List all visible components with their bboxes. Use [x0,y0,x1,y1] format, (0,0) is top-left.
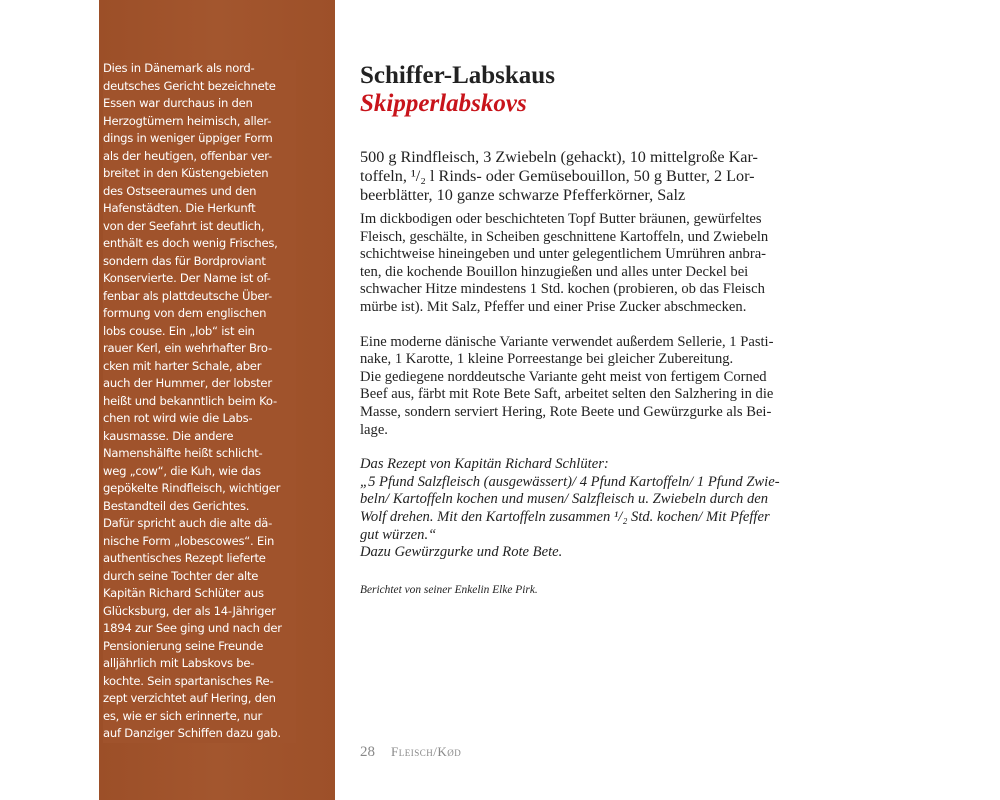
sidebar-text-line: kausmasse. Die andere [103,428,234,443]
variants-line: Die gediegene norddeutsche Variante geht meist von fertigem Corned [360,368,767,385]
sidebar-text-line: Bestandteil des Gerichtes. [103,498,250,513]
sidebar-text-line: heißt und bekanntlich beim Ko- [103,393,277,408]
sidebar-text-line: durch seine Tochter der alte [103,568,259,583]
variants-line: nake, 1 Karotte, 1 kleine Porreestange bei gleicher Zubereitung. [360,351,734,368]
ingredients-line: beerblätter, 10 ganze schwarze Pfefferkörner, Salz [360,186,686,204]
sidebar-text-line: Essen war durchaus in den [103,96,253,110]
sidebar-text-line: nische Form „lobescowes“. Ein [103,533,275,548]
page-footer [360,743,461,761]
sidebar-text-line: formung von dem englischen [103,306,267,320]
method-line: mürbe ist). Mit Salz, Pfeffer und einer Prise Zucker abschmecken. [360,298,747,315]
quote-line: „5 Pfund Salzfleisch (ausgewässert)/ 4 Pfund Kartoffeln/ 1 Pfund Zwie- [360,473,780,490]
sidebar-text-line: fenbar als plattdeutsche Über- [103,288,272,303]
sidebar-text-line: Pensionierung seine Freunde [103,638,264,653]
recipe-title: Schiffer-Labskaus [360,62,555,89]
quote-line: Dazu Gewürzgurke und Rote Bete. [360,544,563,561]
sidebar-text-line: zept verzichtet auf Hering, den [103,691,276,705]
variants-line: Eine moderne dänische Variante verwendet außerdem Sellerie, 1 Pasti- [360,333,774,350]
ingredients-line: 500 g Rindfleisch, 3 Zwiebeln (gehackt), 10 mittelgroße Kar- [360,148,758,166]
sidebar-text-line: des Ostseeraumes und den [103,183,257,198]
sidebar-text-line: lobs couse. Ein „lob“ ist ein [103,323,255,338]
sidebar-text-line: auf Danziger Schiffen dazu gab. [103,726,281,740]
sidebar-text-line: Namenshälfte heißt schlicht- [103,446,263,460]
sidebar-text-line: cken mit harter Schale, aber [103,358,262,373]
sidebar-text-line: kochte. Sein spartanisches Re- [103,673,274,688]
sidebar-text-line: Kapitän Richard Schlüter aus [103,586,264,600]
quote-line: Das Rezept von Kapitän Richard Schlüter: [360,456,609,473]
recipe-content [360,62,860,597]
sidebar-text-line: von der Seefahrt ist deutlich, [103,218,265,233]
captain-recipe-quote [360,456,860,562]
sidebar-text-line: auch der Hummer, der lobster [103,376,272,390]
quote-line: gut würzen.“ [360,526,437,543]
sidebar-text-line: Herzogtümern heimisch, aller- [103,113,272,128]
method-line: Im dickbodigen oder beschichteten Topf Butter bräunen, gewürfeltes [360,211,762,227]
sidebar-text-line: rauer Kerl, ein wehrhafter Bro- [103,341,272,355]
recipe-subtitle: Skipperlabskovs [360,90,527,117]
variants-line: lage. [360,421,388,438]
method-line: ten, die kochende Bouillon hinzugießen und alles unter Deckel bei [360,263,749,280]
sidebar-text-line: es, wie er sich erinnerte, nur [103,708,263,723]
sidebar-text-line: chen rot wird wie die Labs- [103,411,253,425]
sidebar-text-line: Konservierte. Der Name ist of- [103,271,271,285]
quote-line: Wolf drehen. Mit den Kartoffeln zusammen ¹/₂ Std. kochen/ Mit Pfeffer [360,508,770,525]
sidebar-text-line: gepökelte Rindfleisch, wichtiger [103,481,281,495]
sidebar-text-line: breitet in den Küstengebieten [103,166,269,180]
variants-line: Beef aus, färbt mit Rote Bete Saft, arbeitet selten den Salzhering in die [360,386,774,403]
sidebar-text-line: 1894 zur See ging und nach der [103,621,282,635]
sidebar-text-line: weg „cow“, die Kuh, wie das [103,463,261,478]
method-paragraph [360,211,860,317]
variants-line: Masse, sondern serviert Hering, Rote Beete und Gewürzgurke als Bei- [360,403,772,420]
ingredients-list [360,148,860,205]
credit-line: Berichtet von seiner Enkelin Elke Pirk. [360,583,538,596]
sidebar-text-line: Dies in Dänemark als nord- [103,61,255,75]
sidebar-text-line: alljährlich mit Labskovs be- [103,656,255,670]
sidebar-text-line: authentisches Rezept lieferte [103,551,266,565]
sidebar-text-line: dings in weniger üppiger Form [103,131,273,145]
chapter-label: Fleisch/Kød [391,744,462,759]
sidebar-text [103,60,296,743]
method-line: schwacher Hitze mindestens 1 Std. kochen (probieren, ob das Fleisch [360,281,765,298]
method-line: schichtweise hineingeben und unter gelegentlichem Umrühren anbra- [360,246,767,263]
sidebar-text-line: deutsches Gericht bezeichnete [103,78,276,93]
sidebar-text-line: Glücksburg, der als 14-Jähriger [103,603,276,618]
page-number: 28 [360,744,375,760]
variants-paragraph [360,334,860,440]
sidebar-text-line: enthält es doch wenig Frisches, [103,236,278,250]
sidebar-text-line: Hafenstädten. Die Herkunft [103,201,256,215]
sidebar-text-line: Dafür spricht auch die alte dä- [103,516,273,530]
method-line: Fleisch, geschälte, in Scheiben geschnittene Kartoffeln, und Zwiebeln [360,228,769,245]
sidebar-text-line: sondern das für Bordproviant [103,253,266,268]
ingredients-line: toffeln, ¹/₂ l Rinds- oder Gemüsebouillon, 50 g Butter, 2 Lor- [360,167,755,185]
sidebar-text-line: als der heutigen, offenbar ver- [103,148,272,163]
quote-line: beln/ Kartoffeln kochen und musen/ Salzfleisch u. Zwiebeln durch den [360,491,769,508]
